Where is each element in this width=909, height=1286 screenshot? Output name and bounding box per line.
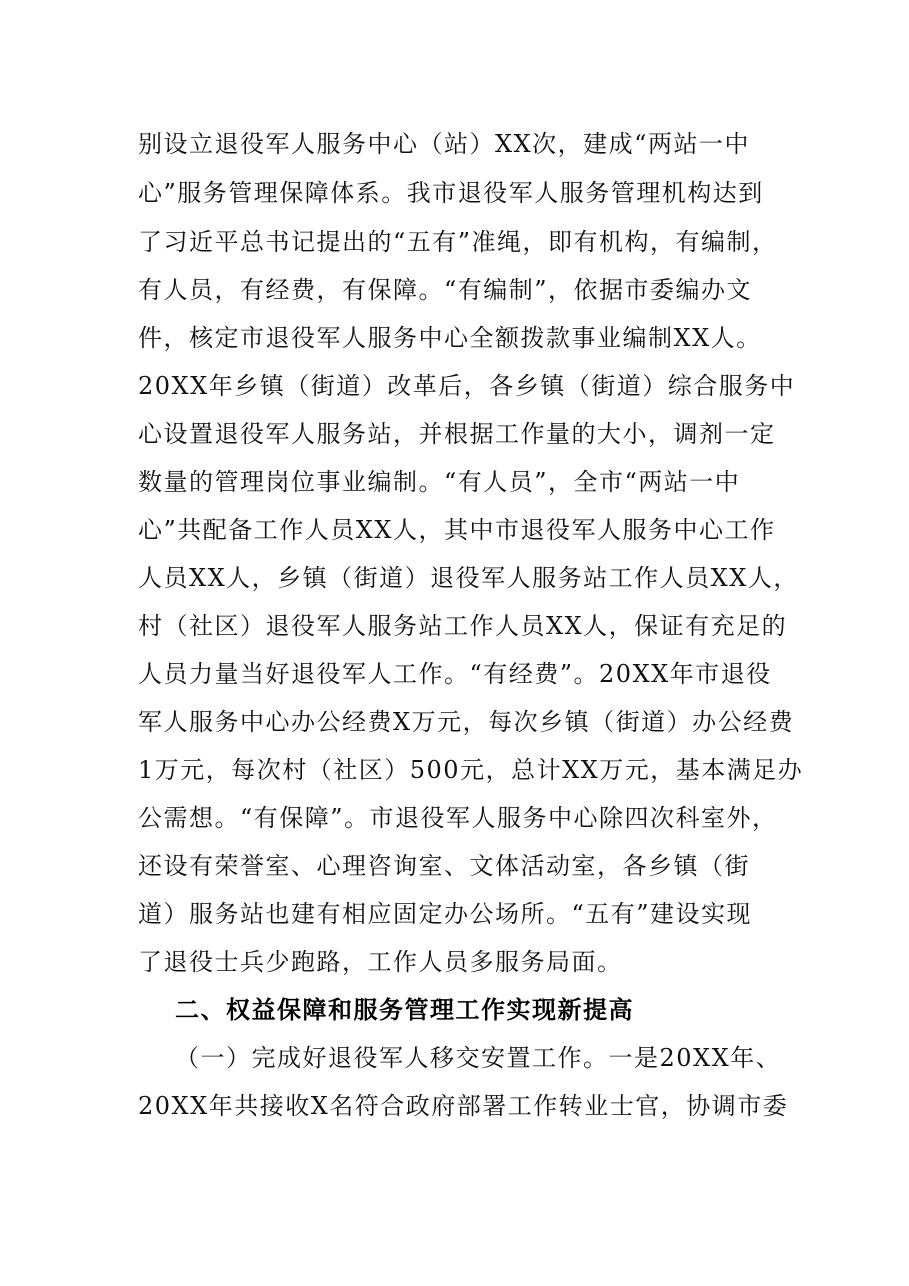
body-text-line: 心设置退役军人服务站，并根据工作量的大小，调剂一定	[138, 420, 776, 448]
body-text-line: 道）服务站也建有相应固定办公场所。“五有”建设实现	[138, 900, 753, 928]
body-text-line: 别设立退役军人服务中心（站）XX次，建成“两站一中	[138, 130, 750, 158]
body-text-line: 数量的管理岗位事业编制。“有人员”，全市“两站一中	[138, 468, 741, 496]
body-text-line: 1万元，每次村（社区）500元，总计XX万元，基本满足办	[138, 756, 804, 784]
body-text-line: 了习近平总书记提出的“五有”准绳，即有机构，有编制，	[138, 228, 778, 256]
body-text-line: 了退役士兵少跑路，工作人员多服务局面。	[138, 948, 623, 976]
body-text-line: 件，核定市退役军人服务中心全额拨款事业编制XX人。	[138, 324, 762, 352]
body-text-line: 20XX年乡镇（街道）改革后，各乡镇（街道）综合服务中	[138, 372, 796, 400]
body-text-line: 还设有荣誉室、心理咨询室、文体活动室，各乡镇（街	[138, 852, 750, 880]
body-text-line: 有人员，有经费，有保障。“有编制”，依据市委编办文	[138, 276, 753, 304]
body-text-line: 军人服务中心办公经费X万元，每次乡镇（街道）办公经费	[138, 708, 795, 736]
body-text-line: 心”服务管理保障体系。我市退役军人服务管理机构达到	[138, 179, 764, 207]
body-text-line: 公需想。“有保障”。市退役军人服务中心除四次科室外，	[138, 804, 778, 832]
section-heading: 二、权益保障和服务管理工作实现新提高	[175, 996, 634, 1024]
body-text-line: 人员力量当好退役军人工作。“有经费”。20XX年市退役	[138, 660, 772, 688]
body-text-line: 村（社区）退役军人服务站工作人员XX人，保证有充足的	[138, 612, 788, 640]
body-text-line: 20XX年共接收X名符合政府部署工作转业士官，协调市委	[138, 1092, 789, 1120]
body-text-line: 心”共配备工作人员XX人，其中市退役军人服务中心工作	[138, 516, 776, 544]
body-text-line: （一）完成好退役军人移交安置工作。一是20XX年、	[175, 1044, 782, 1072]
body-text-line: 人员XX人，乡镇（街道）退役军人服务站工作人员XX人，	[138, 564, 799, 592]
